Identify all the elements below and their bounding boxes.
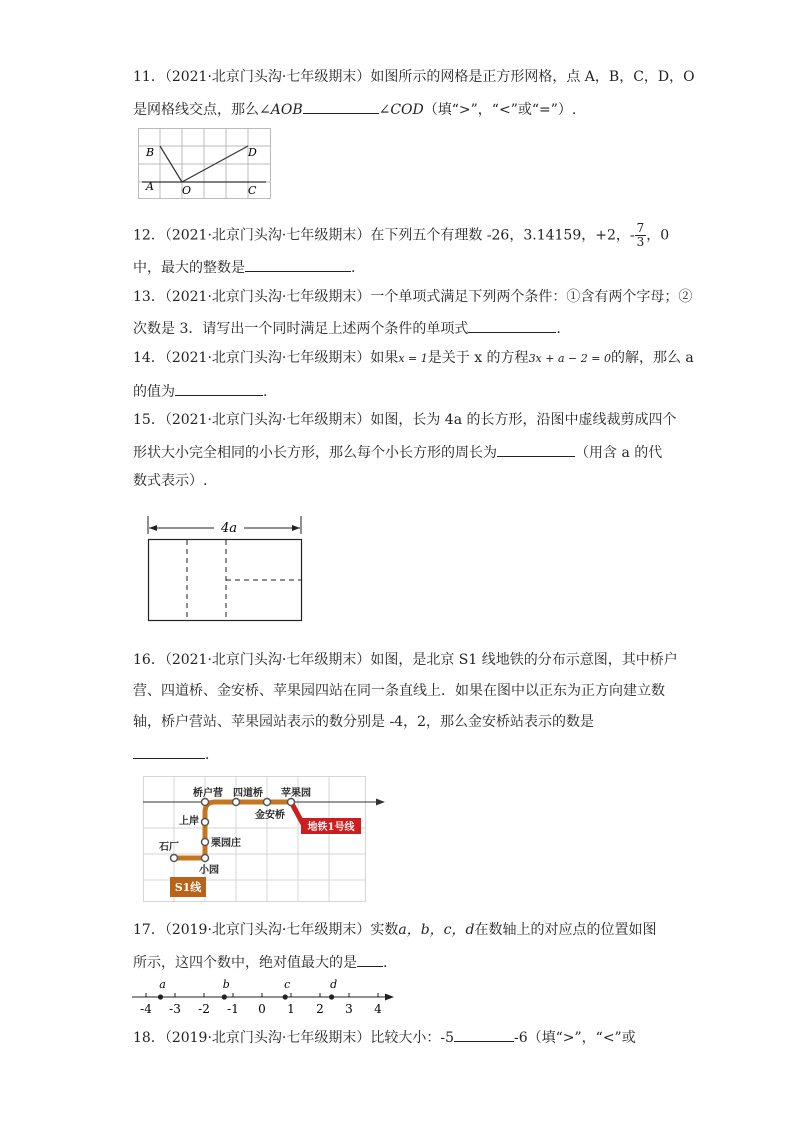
label-liyuanzhuang: 栗园庄 [211,838,241,849]
q13-line1: 13．（2021·北京门头沟·七年级期末）一个单项式满足下列两个条件：①含有两个字母；② [133,289,693,305]
label-shangan: 上岸 [179,816,199,827]
station-shangan [202,819,209,826]
line1-badge-text: 地铁1号线 [307,822,355,833]
tick-label: 2 [316,1002,324,1016]
q16-line2: 营、四道桥、金安桥、苹果园四站在同一条直线上．如果在图中以正东为正方向建立数 [133,683,665,699]
tick-label: 4 [374,1002,382,1016]
point-a [158,994,163,999]
q16-line1: 16．（2021·北京门头沟·七年级期末）如图，是北京 S1 线地铁的分布示意图，其中桥户 [133,652,678,668]
q15-rectangle-figure [140,516,310,624]
q15-line1: 15．（2021·北京门头沟·七年级期末）如图，长为 4a 的长方形，沿图中虚线裁剪成四个 [133,412,677,428]
tick-label: 3 [345,1002,353,1016]
q14-line2: 的值为 . [133,381,267,401]
label-a: A [146,180,154,193]
point-label-d: d [330,978,338,991]
q11-text-a: 是网格线交点，那么 [133,102,259,118]
q14-eq2: 3x + a − 2 = 0 [528,352,611,365]
point-label-b: b [222,978,230,991]
point-label-c: c [284,978,291,991]
label-xiaoyuan: 小园 [199,865,219,876]
q12-text-b: ，0 [646,227,670,244]
q17-answer-blank[interactable] [357,952,383,967]
q16-subway-map [143,776,388,904]
point-label-a: a [159,978,166,991]
tick-label: -1 [227,1002,239,1016]
station-jinanqiao [264,799,271,806]
label-sidaoqiao: 四道桥 [233,788,263,799]
q11-line2 [133,99,576,119]
tick-label: -3 [169,1002,181,1016]
q17-vars: a，b，c，d [398,922,475,938]
point-d [329,994,334,999]
axis-arrow [376,799,385,806]
q12-line1 [133,222,669,249]
q16-answer-blank[interactable] [133,744,205,759]
axis-arrow [385,994,394,1001]
q15-line2: 形状大小完全相同的小长方形，那么每个小长方形的周长为 （用含 a 的代 [133,442,662,462]
axis-points [158,978,337,1000]
q11-angle-cod: ∠COD [378,102,424,118]
q15-line3: 数式表示）. [133,473,208,489]
s1-badge-text: S1线 [174,881,202,894]
station-liyuanzhuang [202,839,209,846]
q16-line4: . [133,744,209,764]
q14-eq1: x = 1 [398,352,428,365]
dim-arrow-left [149,525,157,531]
label-o: O [182,184,192,197]
label-jinanqiao: 金安桥 [255,810,285,821]
q14-line1: 14．（2021·北京门头沟·七年级期末）如果x = 1是关于 x 的方程3x + a − 2 = 0的解，那么 a [133,350,694,366]
q13-line2: 次数是 3．请写出一个同时满足上述两个条件的单项式 . [133,318,561,338]
cut-lines [187,540,301,620]
label-shimen: 石厂 [159,842,179,853]
axis-ticks [140,993,382,1016]
q13-answer-blank[interactable] [468,318,556,333]
point-b [222,994,227,999]
q17-line2: 所示，这四个数中，绝对值最大的是 . [133,952,387,972]
q15-answer-blank[interactable] [497,442,575,457]
q11-answer-blank[interactable] [303,99,379,114]
dim-label: 4a [220,521,238,536]
q18-line1: 18．（2019·北京门头沟·七年级期末）比较大小：-5 -6（填“>”，“<”或 [133,1027,636,1047]
dim-arrow-right [292,525,300,531]
q16-line3: 轴，桥户营站、苹果园站表示的数分别是 -4，2，那么金安桥站表示的数是 [133,714,594,730]
label-b: B [146,146,155,159]
tick-label: -4 [140,1002,152,1016]
q11-text-b: （填“>”，“<”或“=”）. [423,102,577,118]
station-sidaoqiao [233,799,240,806]
q11-grid-figure [138,128,272,200]
station-pingguoyuan [288,799,295,806]
label-pingguoyuan: 苹果园 [281,788,311,799]
point-c [283,994,288,999]
tick-label: 1 [287,1002,295,1016]
q18-answer-blank[interactable] [454,1027,514,1042]
station-shimen [171,855,178,862]
q17-line1: 17．（2019·北京门头沟·七年级期末）实数a，b，c，d在数轴上的对应点的位置如图 [133,922,657,938]
stations [171,799,295,862]
station-xiaoyuan [202,855,209,862]
q11-angle-aob: ∠AOB [259,102,303,118]
label-c: C [248,184,257,197]
label-d: D [248,146,257,159]
q12-fraction: $\frac{7}{3}$ [636,221,645,249]
q12-answer-blank[interactable] [245,257,351,272]
outer-rectangle [149,540,302,621]
q11-line1: 11．（2021·北京门头沟·七年级期末）如图所示的网格是正方形网格，点 A，B，C，D，O [133,69,695,85]
label-qiaohuying: 桥户营 [193,788,223,799]
q17-number-line [130,976,400,1018]
tick-label: 0 [258,1002,266,1016]
tick-label: -2 [198,1002,210,1016]
q14-answer-blank[interactable] [175,381,263,396]
q12-line2: 中，最大的整数是 . [133,257,355,277]
q12-text-a: 12．（2021·北京门头沟·七年级期末）在下列五个有理数 -26，3.14159，+2，- [133,227,635,244]
station-qiaohuying [202,799,209,806]
